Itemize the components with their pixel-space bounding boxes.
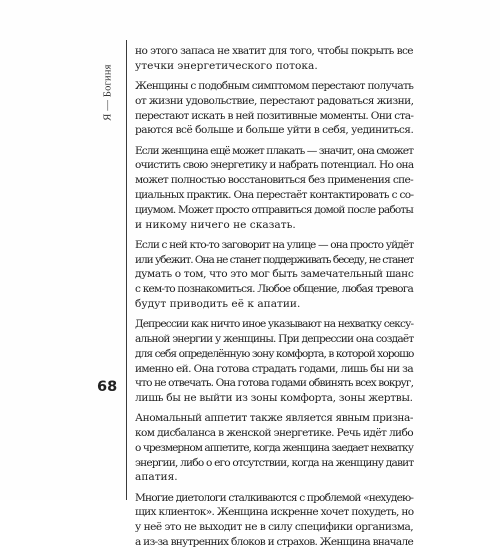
text-line: и никому ничего не сказать.	[135, 218, 296, 231]
text-line: Депрессии как ничто иное указывают на нехватку сексу-	[135, 318, 414, 331]
text-line: а из-за внутренних блоков и страхов. Женщина вначале	[135, 536, 413, 549]
text-line: с кем-то познакомиться. Любое общение, любая тревога	[135, 283, 413, 296]
text-line: циумом. Может просто отправиться домой после работы	[135, 203, 413, 216]
paragraph	[135, 317, 413, 406]
paragraph	[135, 144, 413, 233]
text-line: ком дисбаланса в женской энергетике. Речь идёт либо	[135, 427, 413, 440]
running-head	[96, 62, 120, 122]
text-line: но этого запаса не хватит для того, чтобы покрыть все	[135, 45, 413, 57]
text-line: очистить свою энергетику и набрать потенциал. Но она	[135, 159, 414, 172]
text-line: Если женщина ещё может плакать — значит, она сможет	[135, 144, 413, 157]
text-line: альной энергии у женщины. При депрессии она создаёт	[135, 332, 414, 345]
text-line: будут приводить её к апатии.	[135, 297, 301, 310]
text-line: энергии, либо о его отсутствии, когда на женщину давит	[135, 456, 414, 469]
text-line: раются всё больше и больше уйти в себя, уединиться.	[135, 124, 414, 137]
margin-rule	[126, 40, 127, 500]
text-line: перестают искать в ней позитивные моменты. Они ста-	[135, 109, 414, 122]
text-line: от жизни удовольствие, перестают радоваться жизни,	[135, 94, 414, 107]
text-line: лишь бы не выйти из зоны комфорта, зоны жертвы.	[135, 392, 413, 405]
text-line: у неё это не выходит не в силу специфики организма,	[135, 521, 414, 534]
text-line: Если с ней кто-то заговорит на улице — она просто уйдёт	[135, 238, 414, 251]
running-head-text: Я — Богиня	[102, 63, 114, 121]
text-line: что не отвечать. Она готова годами обвинять всех вокруг,	[135, 377, 414, 390]
text-line: Многие диетологи сталкиваются с проблемой «нехудею-	[135, 491, 414, 504]
paragraph	[135, 491, 413, 550]
text-line: или убежит. Она не станет поддерживать беседу, не станет	[135, 253, 414, 266]
body-text	[135, 44, 413, 555]
text-line: именно ей. Она готова страдать годами, лишь бы ни за	[135, 362, 413, 375]
paragraph	[135, 411, 413, 485]
page-number: 68	[97, 379, 118, 395]
text-line: о чрезмерном аппетите, когда женщина заедает нехватку	[135, 441, 413, 454]
text-line: Женщины с подобным симптомом перестают получать	[135, 79, 414, 92]
text-line: думать о том, что это мог быть замечательный шанс	[135, 268, 414, 281]
text-line: щих клиенток». Женщина искренне хочет похудеть, но	[135, 506, 414, 519]
text-line: для себя определённую зону комфорта, в которой хорошо	[135, 347, 414, 360]
text-line: апатия.	[135, 471, 178, 484]
paragraph	[135, 79, 413, 138]
text-line: Аномальный аппетит также является явным призна-	[135, 412, 414, 425]
paragraph	[135, 238, 413, 312]
paragraph	[135, 44, 413, 74]
text-line: может полностью восстановиться без применения спе-	[135, 174, 413, 187]
text-line: циальных практик. Она перестаёт контактировать с со-	[135, 188, 414, 201]
text-line: утечки энергетического потока.	[135, 59, 318, 72]
